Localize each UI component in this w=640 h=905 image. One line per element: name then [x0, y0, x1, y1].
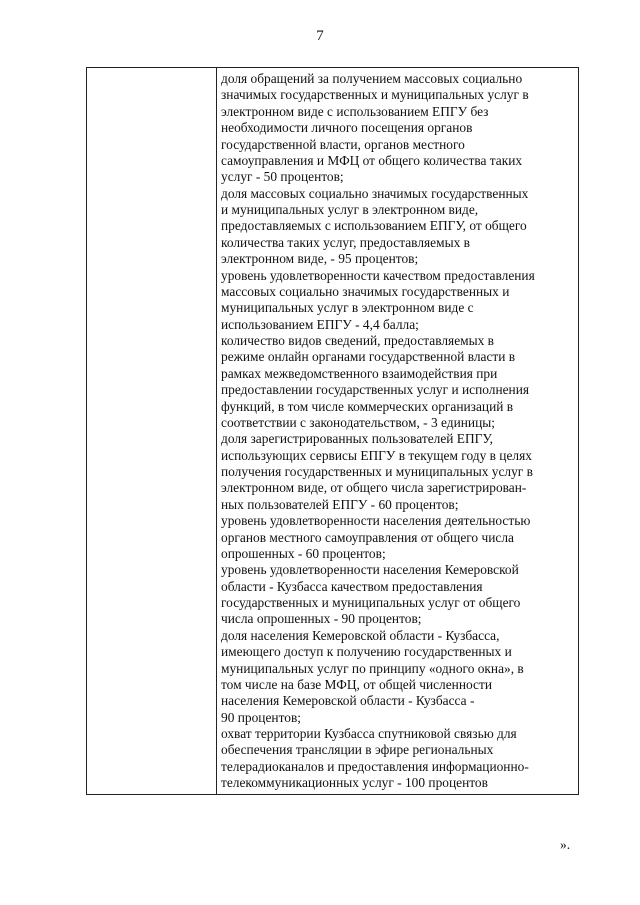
text-line: доля зарегистрированных пользователей ЕПГУ, [221, 431, 494, 447]
text-line: доля массовых социально значимых государственных [221, 185, 529, 201]
text-line: соответствии с законодательством, - 3 единицы; [221, 414, 495, 430]
text-line: телерадиоканалов и предоставления информационно- [221, 758, 529, 774]
text-line: предоставляемых с использованием ЕПГУ, от общего [221, 218, 527, 234]
text-line: государственной власти, органов местного [221, 136, 465, 152]
text-line: рамках межведомственного взаимодействия при [221, 365, 498, 381]
indicators-text [217, 68, 578, 794]
text-line: услуг - 50 процентов; [221, 169, 344, 185]
text-line: необходимости личного посещения органов [221, 120, 473, 136]
text-line: получения государственных и муниципальных услуг в [221, 464, 533, 479]
text-line: и муниципальных услуг в электронном виде, [221, 202, 479, 217]
text-line: опрошенных - 60 процентов; [221, 545, 386, 561]
text-line: населения Кемеровской области - Кузбасса - [221, 693, 475, 709]
text-line: уровень удовлетворенности населения Кемеровской [221, 562, 519, 578]
text-line: функций, в том числе коммерческих организаций в [221, 398, 514, 414]
text-line: 90 процентов; [221, 709, 301, 725]
table-cell-left [87, 68, 217, 795]
text-line: области - Кузбасса качеством предоставления [221, 578, 483, 594]
text-line: органов местного самоуправления от общего числа [221, 529, 514, 545]
text-line: предоставлении государственных услуг и исполнения [221, 382, 530, 398]
closing-quote-mark: ». [560, 837, 571, 852]
text-line: электронном виде с использованием ЕПГУ без [221, 103, 489, 119]
text-line: количества таких услуг, предоставляемых в [221, 234, 470, 250]
text-line: муниципальных услуг по принципу «одного окна», в [221, 660, 524, 676]
text-line: обеспечения трансляции в эфире региональных [221, 742, 494, 758]
text-line: уровень удовлетворенности качеством предоставления [221, 267, 535, 283]
text-line: доля населения Кемеровской области - Кузбасса, [221, 627, 500, 643]
text-line: электронном виде, - 95 процентов; [221, 251, 419, 267]
text-line: использующих сервисы ЕПГУ в текущем году в целях [221, 447, 532, 463]
table-cell-right [217, 68, 579, 795]
text-line: массовых социально значимых государственных и [221, 283, 510, 299]
text-line: уровень удовлетворенности населения деятельностью [221, 513, 531, 529]
text-line: режиме онлайн органами государственной власти в [221, 349, 516, 365]
indicators-table [86, 67, 579, 795]
text-line: ных пользователей ЕПГУ - 60 процентов; [221, 496, 459, 512]
text-line: значимых государственных и муниципальных услуг в [221, 87, 529, 103]
text-line: охват территории Кузбасса спутниковой связью для [221, 726, 517, 741]
text-line: телекоммуникационных услуг - 100 процентов [221, 775, 488, 791]
text-line: числа опрошенных - 90 процентов; [221, 611, 422, 627]
text-line: том числе на базе МФЦ, от общей численности [221, 676, 493, 692]
text-line: использованием ЕПГУ - 4,4 балла; [221, 316, 419, 332]
table-row [87, 68, 579, 795]
text-line: количество видов сведений, предоставляемых в [221, 333, 494, 348]
page-number: 7 [316, 28, 324, 44]
text-line: имеющего доступ к получению государственных и [221, 644, 512, 660]
text-line: государственных и муниципальных услуг от общего [221, 595, 521, 610]
text-line: муниципальных услуг в электронном виде с [221, 300, 474, 316]
text-line: электронном виде, от общего числа зарегистрирован- [221, 480, 527, 496]
text-line: самоуправления и МФЦ от общего количества таких [221, 152, 523, 168]
text-line: доля обращений за получением массовых социально [221, 71, 523, 86]
